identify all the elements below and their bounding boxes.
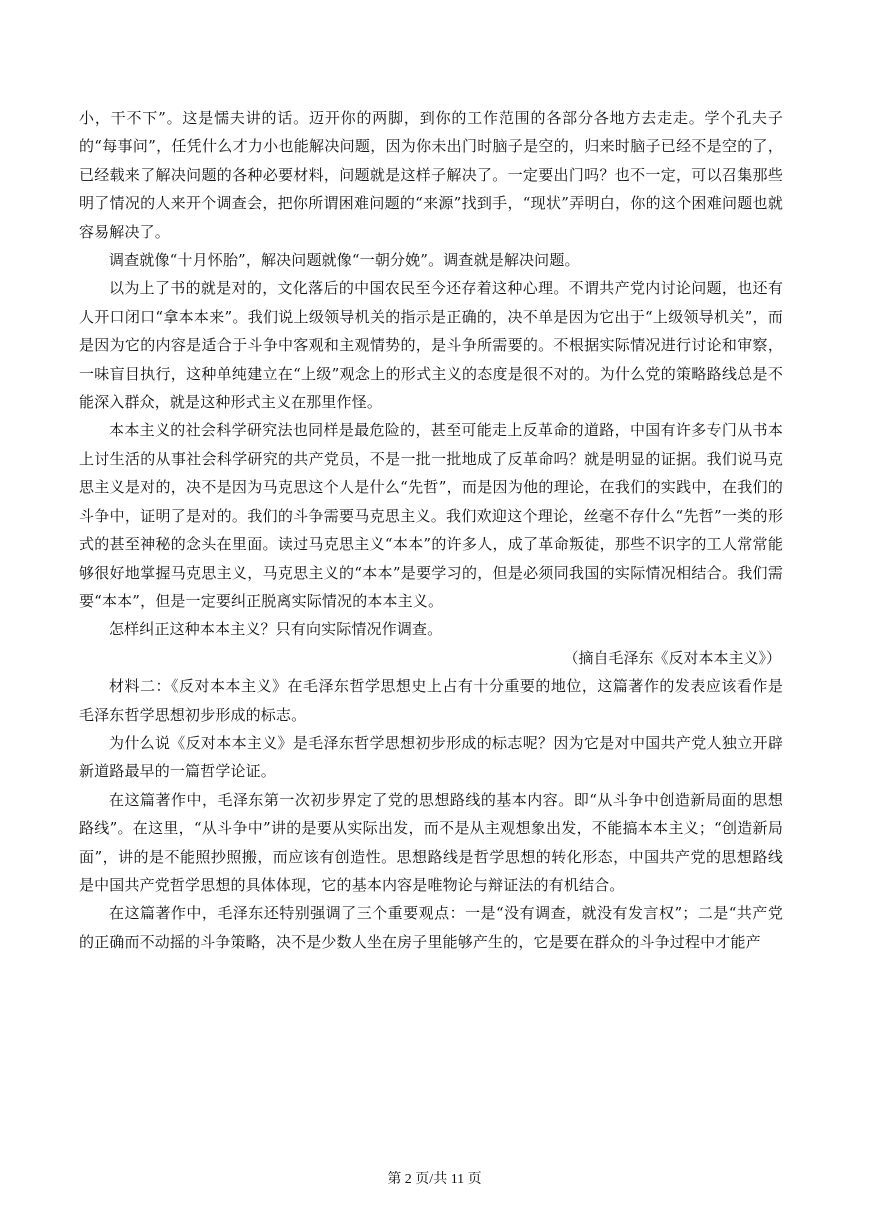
material-two-paragraph-3: 在这篇著作中，毛泽东第一次初步界定了党的思想路线的基本内容。即“从斗争中创造新局面的思想路线”。在这里，“从斗争中”讲的是要从实际出发，而不是从主观想象出发，不能搞本本主义；“创造新局面”，讲的是不能照抄照搬，而应该有创造性。思想路线是哲学思想的转化形态，中国共产党的思想路线是中国共产党哲学思想的具体体现，它的基本内容是唯物论与辩证法的有机结合。 [79, 790, 783, 894]
page-number: 第 2 页/共 11 页 [387, 1172, 482, 1187]
material-two-paragraph-4: 在这篇著作中，毛泽东还特别强调了三个重要观点：一是“没有调查，就没有发言权”；二是“共产党的正确而不动摇的斗争策略，决不是少数人坐在房子里能够产生的，它是要在群众的斗争过程中才能产 [79, 904, 783, 951]
paragraph-1: 小，干不下”。这是懦夫讲的话。迈开你的两脚，到你的工作范围的各部分各地方去走走。学个孔夫子的“每事问”，任凭什么才力小也能解决问题，因为你未出门时脑子是空的，归来时脑子已经不是空的了，已经载来了解决问题的各种必要材料，问题就是这样子解决了。一定要出门吗？也不一定，可以召集那些明了情况的人来开个调查会，把你所谓困难问题的“来源”找到手，“现状”弄明白，你的这个困难问题也就容易解决了。 [79, 109, 783, 241]
material-two-paragraph-1: 材料二：《反对本本主义》在毛泽东哲学思想史上占有十分重要的地位，这篇著作的发表应该看作是毛泽东哲学思想初步形成的标志。 [79, 677, 783, 724]
document-body [79, 104, 783, 956]
source-citation: （摘自毛泽东《反对本本主义》） [563, 648, 781, 667]
paragraph-3: 以为上了书的就是对的，文化落后的中国农民至今还存着这种心理。不谓共产党内讨论问题，也还有人开口闭口“拿本本来”。我们说上级领导机关的指示是正确的，决不单是因为它出于“上级领导机关”，而是因为它的内容是适合于斗争中客观和主观情势的，是斗争所需要的。不根据实际情况进行讨论和审察，一味盲目执行，这种单纯建立在“上级”观念上的形式主义的态度是很不对的。为什么党的策略路线总是不能深入群众，就是这种形式主义在那里作怪。 [79, 279, 783, 412]
paragraph-2: 调查就像“十月怀胎”，解决问题就像“一朝分娩”。调查就是解决问题。 [109, 251, 580, 270]
paragraph-4: 本本主义的社会科学研究法也同样是最危险的，甚至可能走上反革命的道路，中国有许多专门从书本上讨生活的从事社会科学研究的共产党员，不是一批一批地成了反革命吗？就是明显的证据。我们说马克思主义是对的，决不是因为马克思这个人是什么“先哲”，而是因为他的理论，在我们的实践中，在我们的斗争中，证明了是对的。我们的斗争需要马克思主义。我们欢迎这个理论，丝毫不存什么“先哲”一类的形式的甚至神秘的念头在里面。读过马克思主义“本本”的许多人，成了革命叛徒，那些不识字的工人常常能够很好地掌握马克思主义，马克思主义的“本本”是要学习的，但是必须同我国的实际情况相结合。我们需要“本本”，但是一定要纠正脱离实际情况的本本主义。 [79, 421, 783, 610]
paragraph-5: 怎样纠正这种本本主义？只有向实际情况作调查。 [109, 620, 443, 639]
material-two-paragraph-2: 为什么说《反对本本主义》是毛泽东哲学思想初步形成的标志呢？因为它是对中国共产党人独立开辟新道路最早的一篇哲学论证。 [79, 733, 783, 781]
